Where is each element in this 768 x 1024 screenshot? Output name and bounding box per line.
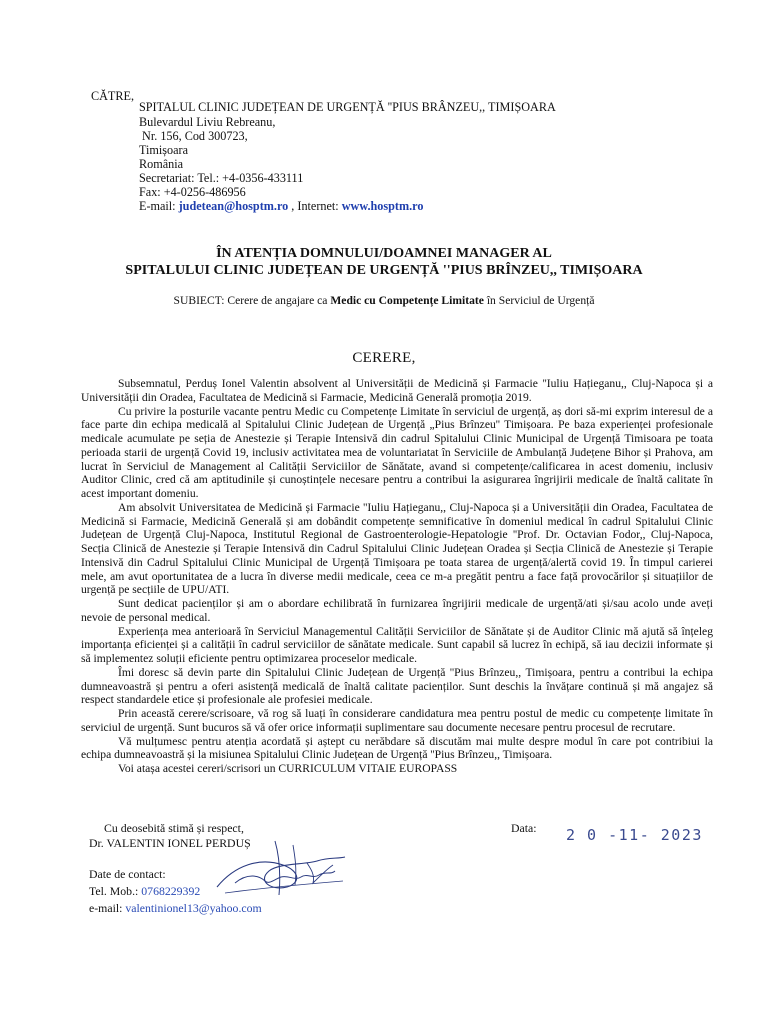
internet-prefix: , Internet: — [288, 199, 342, 213]
recipient-number: Nr. 156, Cod 300723, — [139, 129, 248, 143]
date-stamp: 2 0 -11- 2023 — [566, 826, 703, 844]
paragraph-experience: Experiența mea anterioară în Serviciul Managementul Calității Serviciilor de Sănătate și de Auditor Clinic mă ajută să înțeleg importanța eficienței și a calității în cadrul serviciilor de sănătate medicale. Sunt capabil să lucrez în echipă, să iau decizii informate și să implementez soluții eficiente pentru optimizarea proceselor medicale. — [81, 624, 713, 665]
recipient-contact-line — [139, 199, 423, 213]
signature-image — [205, 835, 355, 905]
paragraph-dedication: Sunt dedicat pacienților și am o abordare echilibrată în furnizarea îngrijirii medicale de urgență/ati și/sau acolo unde aveți nevoie de personal medical. — [81, 597, 713, 624]
paragraph-education: Am absolvit Universitatea de Medicină și Farmacie ''Iuliu Hațieganu,, Cluj-Napoca și a Universității din Oradea, Facultatea de Medicină si Farmacie, Medicină Generală și am dobândit competențe semnificative în domeniul medical în cadrul Spitalului Clinic Județean de Urgență Cluj-Napoca, Institutul Regional de Gastroenterologie-Hepatologie ''Prof. Dr. Octavian Fodor,, Cluj-Napoca, Secția Clinică de Anestezie și Terapie Intensivă din Cadrul Spitalului Clinic Județean Oradea și Secția Clinică de Anestezie și Terapie Intensivă din Cadrul Spitalului Clinic Municipal de Urgență Timișoara pe toata starea de urgență/alertă covid 19. În timpul carierei mele, am avut oportunitatea de a lucra în diverse medii medicale, ceea ce m-a pregătit pentru a face față provocărilor și situațiilor de urgență pe secțiile de UPU/ATI. — [81, 500, 713, 597]
contact-phone-line — [89, 884, 200, 899]
email-label: e-mail: — [89, 901, 126, 915]
paragraph-thanks: Vă mulțumesc pentru atenția acordată și aștept cu nerăbdare să discutăm mai multe despre modul în care pot contribiui la echipa dumneavoastră și la misiunea Spitalului Clinic Județean de Urgență ''Pius Brînzeu,, Timișoara. — [81, 734, 713, 762]
contact-email-line — [89, 901, 262, 916]
recipient-label: CĂTRE, — [91, 89, 134, 103]
heading-line-2: SPITALULUI CLINIC JUDEȚEAN DE URGENȚĂ ''PIUS BRÎNZEU,, TIMIȘOARA — [125, 263, 643, 278]
paragraph-request: Prin această cerere/scrisoare, vă rog să luați în considerare candidatura mea pentru postul de medic cu competențe limitate în serviciul de urgență. Sunt bucuros să vă ofer orice informații suplimentare sau documente necesare pentru procesul de recrutare. — [81, 707, 713, 734]
recipient-street: Bulevardul Liviu Rebreanu, — [139, 115, 276, 129]
document-title: CERERE, — [352, 350, 416, 366]
recipient-city: Timișoara — [139, 143, 188, 157]
contact-email-link[interactable]: valentinionel13@yahoo.com — [125, 901, 262, 915]
subject-position: Medic cu Competențe Limitate — [330, 294, 484, 307]
recipient-country: România — [139, 157, 184, 171]
heading-line-1: ÎN ATENȚIA DOMNULUI/DOAMNEI MANAGER AL — [216, 246, 552, 261]
subject-prefix: SUBIECT: Cerere de angajare ca — [173, 294, 331, 307]
subject-suffix: în Serviciul de Urgență — [483, 294, 595, 307]
recipient-fax: Fax: +4-0256-486956 — [139, 185, 246, 199]
recipient-institution: SPITALUL CLINIC JUDEȚEAN DE URGENȚĂ ''PIUS BRÂNZEU,, TIMIȘOARA — [139, 100, 556, 114]
paragraph-intro: Subsemnatul, Perduș Ionel Valentin absolvent al Universității de Medicină și Farmacie ''Iuliu Hațieganu,, Cluj-Napoca și a Universității din Oradea, Facultatea de Medicină si Farmacie, Medicină Generală promoția 2019. — [81, 377, 713, 404]
email-prefix: E-mail: — [139, 199, 179, 213]
paragraph-motivation: Îmi doresc să devin parte din Spitalului Clinic Județean de Urgență ''Pius Brînzeu,, Timișoara, pentru a contribui la echipa dumneavoastră și pentru a oferi asistență medicală de înaltă calitate pacienților. Sunt deschis la învățare continuă și mă angajez să respect standardele etice și profesionale ale profesiei medicale. — [81, 665, 713, 707]
closing-regards: Cu deosebită stimă și respect, — [104, 821, 244, 835]
date-label: Data: — [511, 821, 537, 835]
subject-line — [0, 294, 768, 307]
contact-phone[interactable]: 0768229392 — [141, 884, 201, 898]
signer-name: Dr. VALENTIN IONEL PERDUȘ — [89, 836, 251, 850]
recipient-website-link[interactable]: www.hosptm.ro — [341, 199, 424, 213]
letter-body — [81, 377, 713, 776]
paragraph-interest: Cu privire la posturile vacante pentru Medic cu Competențe Limitate în serviciul de urgență, aș dori să-mi exprim interesul de a face parte din echipa medicală al Spitalului Clinic Județean de Urgență „Pius Brînzeu'' Timișoara. Pe baza experienței profesionale medicale acumulate pe seția de Anestezie și Terapie Intensivă din cadrul Spitalului Clinic Municipal de Urgență Timisoara pe toata perioada starii de urgență Covid 19, inclusiv activitatea mea de voluntariatat în Serviciile de Ambulanță Județene Bihor și Prahova, am lucrat în Serviciul de Management al Calității Serviciilor de Sănătate, avand si competențe/calificarea in acest domeniu, inclusiv Auditor Clinic, cred că am aptitudinile și cunoștințele necesare pentru a contribui la asigurarea îngrijirii medicale de înaltă calitate în acest important domeniu. — [81, 404, 713, 500]
recipient-email-link[interactable]: judetean@hosptm.ro — [178, 199, 289, 213]
contact-label: Date de contact: — [89, 867, 166, 881]
paragraph-attachment: Voi atașa acestei cereri/scrisori un CURRICULUM VITAIE EUROPASS — [118, 762, 458, 775]
phone-prefix: Tel. Mob.: — [89, 884, 142, 898]
recipient-phone: Secretariat: Tel.: +4-0356-433111 — [139, 171, 304, 185]
